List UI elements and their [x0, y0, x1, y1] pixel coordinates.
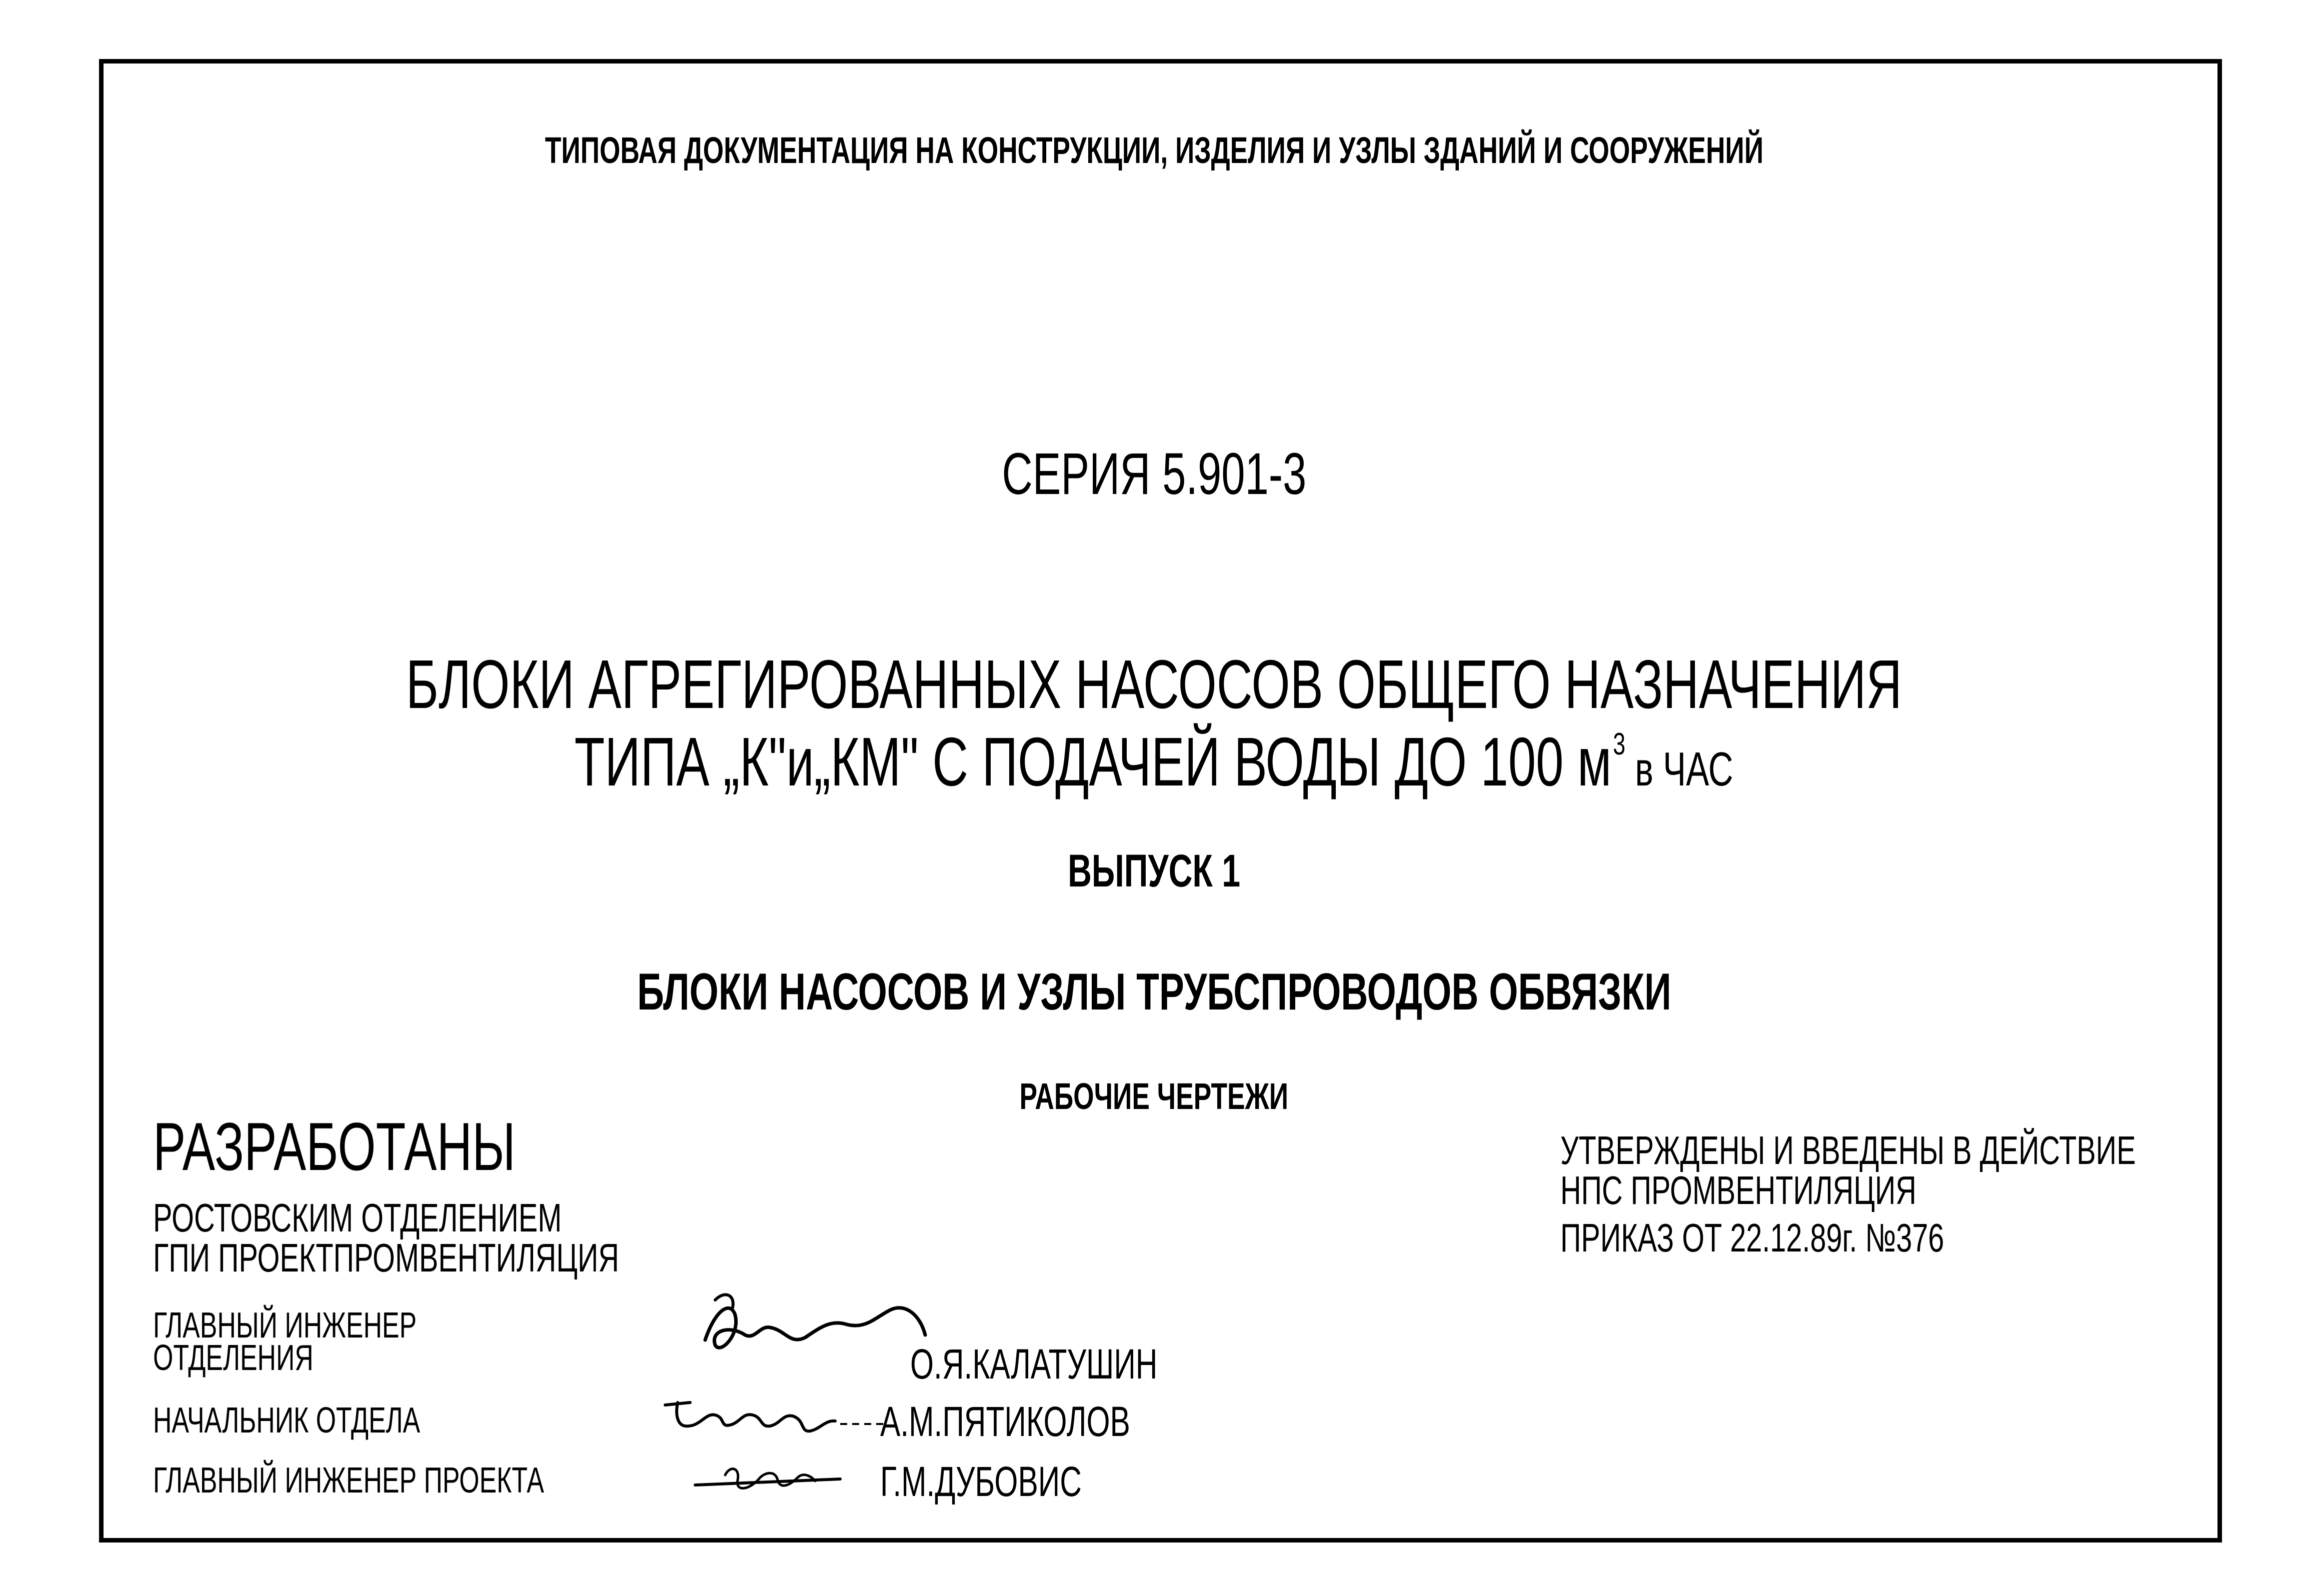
working-drawings-text: РАБОЧИЕ ЧЕРТЕЖИ: [1019, 1076, 1289, 1117]
document-header: [0, 129, 2308, 172]
title-line-1-text: БЛОКИ АГРЕГИРОВАННЫХ НАСОСОВ ОБЩЕГО НАЗНАЧЕНИЯ: [406, 646, 1902, 723]
title-line-1: [0, 645, 2308, 724]
issue-number: [0, 845, 2308, 898]
title-line-2-end: в ЧАС: [1625, 742, 1734, 796]
developed-org-line-1: РОСТОВСКИМ ОТДЕЛЕНИЕМ: [153, 1196, 562, 1240]
issue-text: ВЫПУСК 1: [1067, 846, 1241, 896]
signatory-1-role-line-2: ОТДЕЛЕНИЯ: [153, 1338, 314, 1378]
signatory-1-role-line-1: ГЛАВНЫЙ ИНЖЕНЕР: [153, 1306, 417, 1346]
signatory-2-role: НАЧАЛЬНИК ОТДЕЛА: [153, 1400, 421, 1440]
approved-line-2: НПС ПРОМВЕНТИЛЯЦИЯ: [1560, 1168, 1916, 1212]
developed-heading: РАЗРАБОТАНЫ: [153, 1108, 516, 1184]
series-text: СЕРИЯ 5.901-3: [1002, 441, 1306, 507]
signature-kalatushin: [685, 1280, 945, 1380]
subtitle-text: БЛОКИ НАСОСОВ И УЗЛЫ ТРУБСПРОВОДОВ ОБВЯЗКИ: [637, 963, 1671, 1021]
title-line-2: [0, 722, 2308, 802]
cubic-superscript: 3: [1613, 727, 1626, 762]
approved-line-3: ПРИКАЗ ОТ 22.12.89г. №376: [1560, 1216, 1944, 1260]
developed-org-line-2: ГПИ ПРОЕКТПРОМВЕНТИЛЯЦИЯ: [153, 1236, 619, 1280]
signature-dubovis: [690, 1450, 850, 1505]
signatory-3-name: Г.М.ДУБОВИС: [880, 1458, 1082, 1505]
series-number: [0, 440, 2308, 508]
signatory-1-name: О.Я.КАЛАТУШИН: [910, 1340, 1158, 1388]
title-line-2-text: [575, 722, 1733, 802]
subtitle: [0, 962, 2308, 1022]
signature-pyatikolov: [655, 1385, 895, 1445]
signatory-3-role: ГЛАВНЫЙ ИНЖЕНЕР ПРОЕКТА: [153, 1460, 544, 1500]
signatory-2-name: А.М.ПЯТИКОЛОВ: [880, 1398, 1130, 1445]
header-text: ТИПОВАЯ ДОКУМЕНТАЦИЯ НА КОНСТРУКЦИИ, ИЗДЕЛИЯ И УЗЛЫ ЗДАНИЙ И СООРУЖЕНИЙ: [545, 130, 1763, 171]
approved-line-1: УТВЕРЖДЕНЫ И ВВЕДЕНЫ В ДЕЙСТВИЕ: [1560, 1128, 2136, 1172]
title-line-2-main: ТИПА „К"и„КМ" С ПОДАЧЕЙ ВОДЫ ДО 100 м: [574, 724, 1612, 800]
